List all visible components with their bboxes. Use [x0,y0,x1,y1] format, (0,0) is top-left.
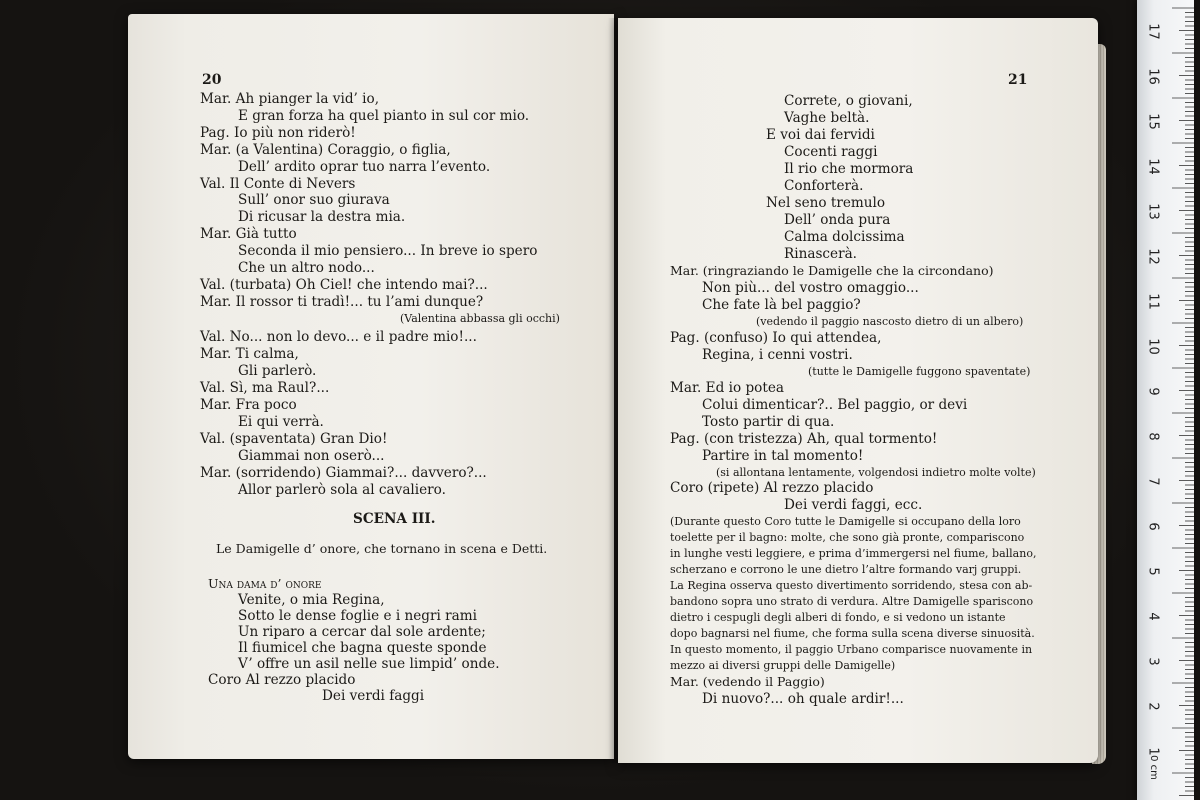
ruler-number: 4 [1145,612,1161,621]
page-number-left: 20 [202,72,222,88]
stage-direction: scherzano e corrono le une dietro l’altre formando varj gruppi. [670,563,1022,576]
open-libretto [120,14,1110,779]
text-line: Venite, o mia Regina, [238,592,385,608]
text-line: Pag. (confuso) Io qui attendea, [670,330,882,346]
text-line: Conforterà. [784,178,864,194]
scene-heading: SCENA III. [353,511,436,527]
text-line: Partire in tal momento! [702,448,864,464]
stage-direction: (Durante questo Coro tutte le Damigelle si occupano della loro [670,515,1021,528]
ruler-number: 7 [1145,477,1161,486]
text-line: Regina, i cenni vostri. [702,347,853,363]
ruler-number: 12 [1145,248,1161,265]
ruler-number: 9 [1145,387,1161,396]
text-line: Mar. Già tutto [200,226,297,242]
text-line: Mar. (ringraziando le Damigelle che la circondano) [670,263,994,278]
text-line: Tosto partir di qua. [702,414,835,430]
stage-direction: mezzo ai diversi gruppi delle Damigelle) [670,659,896,672]
text-line: Dell’ onda pura [784,212,891,228]
text-line: Val. (turbata) Oh Ciel! che intendo mai?... [200,277,488,293]
text-line: Sull’ onor suo giurava [238,192,390,208]
text-line: Un riparo a cercar dal sole ardente; [238,624,486,640]
text-line: Gli parlerò. [238,363,317,379]
speaker-label: Una dama d’ onore [208,576,322,591]
text-line: Mar. Ah pianger la vid’ io, [200,91,380,107]
text-line: Il fiumicel che bagna queste sponde [238,640,487,656]
ruler-number: 13 [1145,203,1161,220]
text-line: Val. Il Conte di Nevers [200,176,356,192]
ruler-number: 15 [1145,113,1161,130]
text-line: Di nuovo?... oh quale ardir!... [702,691,904,707]
ruler-number: 10 [1145,338,1161,355]
text-line: Che un altro nodo... [238,260,375,276]
text-line: Dei verdi faggi [322,688,425,704]
text-line: Dei verdi faggi, ecc. [784,497,923,513]
left-page [128,14,614,759]
ruler-number: 17 [1145,23,1161,40]
right-page [618,18,1098,763]
ruler-number: 16 [1145,68,1161,85]
ruler-number: 2 [1145,702,1161,711]
text-line: E gran forza ha quel pianto in sul cor mio. [238,108,530,124]
text-line: V’ offre un asil nelle sue limpid’ onde. [238,656,500,672]
stage-direction: (si allontana lentamente, volgendosi indietro molte volte) [716,466,1036,479]
ruler-number: 8 [1145,432,1161,441]
stage-direction: (tutte le Damigelle fuggono spaventate) [808,365,1031,378]
stage-direction: dietro i cespugli degli alberi di fondo, e si vedono un istante [670,611,1006,624]
text-line: Val. Sì, ma Raul?... [200,380,330,396]
text-line: Calma dolcissima [784,229,905,245]
ruler-number: 3 [1145,657,1161,666]
text-line: E voi dai fervidi [766,127,875,143]
text-line: Mar. Ti calma, [200,346,299,362]
ruler-number: 6 [1145,522,1161,531]
text-line: Sotto le dense foglie e i negri rami [238,608,478,624]
text-line: Val. No... non lo devo... e il padre mio!... [200,329,477,345]
ruler-number: 5 [1145,567,1161,576]
text-line: Correte, o giovani, [784,93,913,109]
text-line: Il rio che mormora [784,161,914,177]
stage-direction: dopo bagnarsi nel fiume, che forma sulla scena diverse sinuosità. [670,627,1035,640]
text-line: Coro Al rezzo placido [208,672,356,688]
text-line: Mar. (vedendo il Paggio) [670,674,825,689]
text-line: Pag. (con tristezza) Ah, qual tormento! [670,431,938,447]
text-line: Rinascerà. [784,246,858,262]
text-line: Vaghe beltà. [784,110,870,126]
measurement-ruler [1137,0,1194,800]
text-line: Dell’ ardito oprar tuo narra l’evento. [238,159,491,175]
stage-direction: toelette per il bagno: molte, che sono già pronte, compariscono [670,531,1025,544]
text-line: Non più... del vostro omaggio... [702,280,919,296]
text-line: Che fate là bel paggio? [702,297,861,313]
text-line: Val. (spaventata) Gran Dio! [200,431,388,447]
ruler-unit-label: 0 cm [1147,755,1159,780]
stage-direction: (Valentina abbassa gli occhi) [400,312,560,325]
page-number-right: 21 [1008,72,1028,88]
text-line: Di ricusar la destra mia. [238,209,406,225]
text-line: Mar. Fra poco [200,397,297,413]
stage-direction: La Regina osserva questo divertimento sorridendo, stesa con ab- [670,579,1033,592]
text-line: Mar. Il rossor ti tradì!... tu l’ami dunque? [200,294,484,310]
ruler-number: 1 [1145,747,1161,756]
text-line: Pag. Io più non riderò! [200,125,356,141]
stage-direction: in lunghe vesti leggiere, e prima d’immergersi nel fiume, ballano, [670,547,1037,560]
text-line: Mar. Ed io potea [670,380,784,396]
text-line: Mar. (a Valentina) Coraggio, o figlia, [200,142,451,158]
text-line: Coro (ripete) Al rezzo placido [670,480,874,496]
text-line: Allor parlerò sola al cavaliero. [238,482,446,498]
text-line: Cocenti raggi [784,144,878,160]
stage-direction: (vedendo il paggio nascosto dietro di un albero) [756,315,1024,328]
text-line: Colui dimenticar?.. Bel paggio, or devi [702,397,968,413]
text-line: Seconda il mio pensiero... In breve io spero [238,243,538,259]
stage-direction: In questo momento, il paggio Urbano comparisce nuovamente in [670,643,1033,656]
ruler-number: 14 [1145,158,1161,175]
scene-description: Le Damigelle d’ onore, che tornano in scena e Detti. [216,541,548,556]
ruler-number: 11 [1145,293,1161,310]
text-line: Nel seno tremulo [766,195,886,211]
text-line: Giammai non oserò... [238,448,385,464]
stage-direction: bandono sopra uno strato di verdura. Altre Damigelle spariscono [670,595,1034,608]
text-line: Ei qui verrà. [238,414,324,430]
text-line: Mar. (sorridendo) Giammai?... davvero?... [200,465,487,481]
